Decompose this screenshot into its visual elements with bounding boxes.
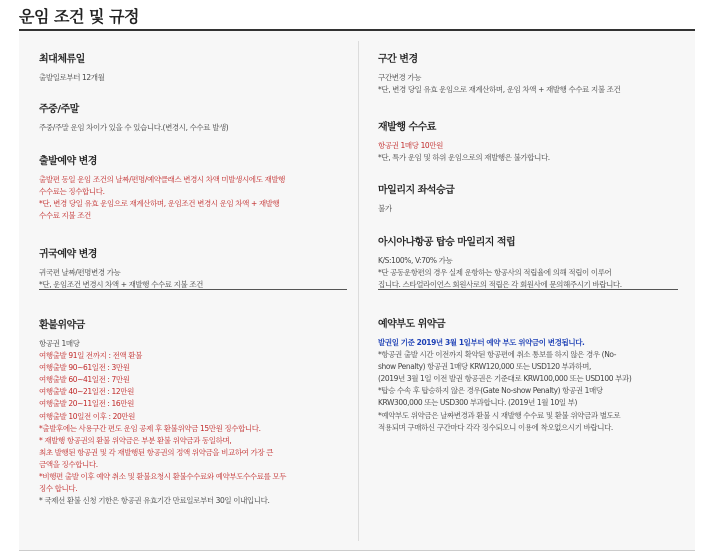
section-body (378, 337, 678, 434)
section-line: 여행출발 20~11일전 : 16만원 (39, 399, 134, 409)
rule-section (39, 155, 347, 222)
section-title: 환불위약금 (39, 320, 85, 331)
section-line: *단, 특가 운임 및 하위 운임으로의 재발행은 불가합니다. (378, 153, 550, 163)
section-line: 구간변경 가능 (378, 73, 422, 82)
section-body (39, 267, 347, 291)
section-line: 항공권 1매당 (39, 339, 80, 348)
section-line: 최초 발행된 항공권 및 각 재발행된 항공권의 정액 위약금을 비교하여 가장 큰 (39, 447, 274, 457)
section-line: 주중/주말 운임 차이가 있을 수 있습니다.(변경시, 수수료 발생) (39, 123, 229, 132)
section-body (39, 72, 347, 84)
rule-section (378, 236, 678, 291)
section-line: 불가 (378, 204, 392, 213)
section-line: 수수료는 징수합니다. (39, 187, 105, 197)
section-line: K/S:100%, V:70% 가능 (378, 256, 453, 265)
section-title: 최대체류일 (39, 54, 85, 65)
section-line: 수수료 지불 조건 (39, 211, 91, 221)
rule-section (378, 318, 678, 434)
rule-section (378, 184, 678, 215)
rule-section (378, 53, 678, 96)
section-line: KRW300,000 또는 USD300 부과합니다. (2019년 1월 10일 부) (378, 398, 578, 408)
section-line: * 재발행 항공권의 환불 위약금은 부분 환불 위약금과 동일하며, (39, 435, 232, 445)
section-title: 재발행 수수료 (378, 122, 436, 133)
section-title: 구간 변경 (378, 54, 418, 65)
section-line: 항공권 1매당 10만원 (378, 141, 443, 150)
section-line: 발권일 기준 2019년 3월 1일부터 예약 부도 위약금이 변경됩니다. (378, 338, 585, 347)
section-line: show Penalty) 항공권 1매당 KRW120,000 또는 USD120 부과하며, (378, 362, 591, 372)
section-line: * 국제선 환불 신청 기한은 항공권 유효기간 만료일로부터 30일 이내입니다. (39, 496, 270, 506)
section-title: 예약부도 위약금 (378, 319, 446, 330)
section-title: 주중/주말 (39, 104, 79, 115)
section-body (39, 122, 347, 134)
section-line: 징수 합니다. (39, 484, 78, 494)
section-line: *비행편 출발 이후 예약 취소 및 환불요청시 환불수수료와 예약부도수수료를 모두 (39, 472, 287, 482)
section-body (378, 72, 678, 96)
section-body (39, 174, 347, 222)
section-line: 여행출발 91일 전까지 : 전액 환불 (39, 351, 142, 361)
section-line: *탑승 수속 후 탑승하지 않은 경우(Gate No-show Penalty) 항공권 1매당 (378, 386, 603, 396)
section-line: (2019년 3월 1일 이전 발권 항공권은 기준대로 KRW100,000 또는 USD100 부과) (378, 374, 632, 384)
section-line: 출발편 동일 운임 조건의 날짜/편명/예약클래스 변경시 차액 미발생시에도 재발행 (39, 175, 286, 184)
section-line: *단, 운임조건 변경시 차액 + 재발행 수수료 지불 조건 (39, 280, 203, 290)
section-line: *단 공동운항편의 경우 실제 운항하는 항공사의 적립율에 의해 적립이 이루어 (378, 268, 612, 278)
page-title: 운임 조건 및 규정 (19, 7, 139, 26)
section-body (378, 140, 678, 164)
right-column-end-rule (378, 289, 678, 290)
section-line: 출발일로부터 12개월 (39, 73, 105, 82)
section-line: *예약부도 위약금은 날짜변경과 환불 시 재발행 수수료 및 환불 위약금과 별도로 (378, 410, 621, 420)
section-line: 집니다. 스타얼라이언스 회원사로의 적립은 각 회원사에 문의해주시기 바랍니다. (378, 280, 622, 290)
section-line: *단, 변경 당일 유효 운임으로 재계산하며, 운임 차액 + 재발행 수수료 지불 조건 (378, 85, 621, 95)
section-title: 마일리지 좌석승급 (378, 185, 455, 196)
section-line: 귀국편 날짜/편명변경 가능 (39, 268, 121, 277)
rule-section (39, 319, 347, 507)
section-title: 출발예약 변경 (39, 156, 97, 167)
section-line: 여행출발 40~21일전 : 12만원 (39, 387, 134, 397)
section-line: *단, 변경 당일 유효 운임으로 재계산하며, 운임조건 변경시 운임 차액 + 재발행 (39, 199, 280, 209)
rule-section (378, 121, 678, 164)
left-column-end-rule (39, 289, 347, 290)
section-title: 아시아나항공 탑승 마일리지 적립 (378, 237, 516, 248)
section-line: 적용되며 구매하신 구간마다 각각 징수되오니 이용에 착오없으시기 바랍니다. (378, 422, 613, 432)
rule-section (39, 53, 347, 84)
section-line: *출발후에는 사용구간 편도 운임 공제 후 환불위약금 15만원 징수합니다. (39, 423, 261, 433)
fare-rules-panel (19, 29, 695, 551)
section-line: 여행출발 90~61일전 : 3만원 (39, 363, 130, 373)
section-body (39, 338, 347, 507)
section-body (378, 255, 678, 291)
rule-section (39, 248, 347, 291)
rule-section (39, 103, 347, 134)
column-divider (358, 41, 359, 541)
section-line: *항공권 출발 시간 이전까지 확약된 항공편에 취소 통보를 하지 않은 경우 (No- (378, 350, 617, 360)
section-body (378, 203, 678, 215)
section-line: 여행출발 10일전 이후 : 20만원 (39, 411, 135, 421)
section-line: 금액을 징수합니다. (39, 459, 98, 469)
section-line: 여행출발 60~41일전 : 7만원 (39, 375, 130, 385)
section-title: 귀국예약 변경 (39, 249, 97, 260)
